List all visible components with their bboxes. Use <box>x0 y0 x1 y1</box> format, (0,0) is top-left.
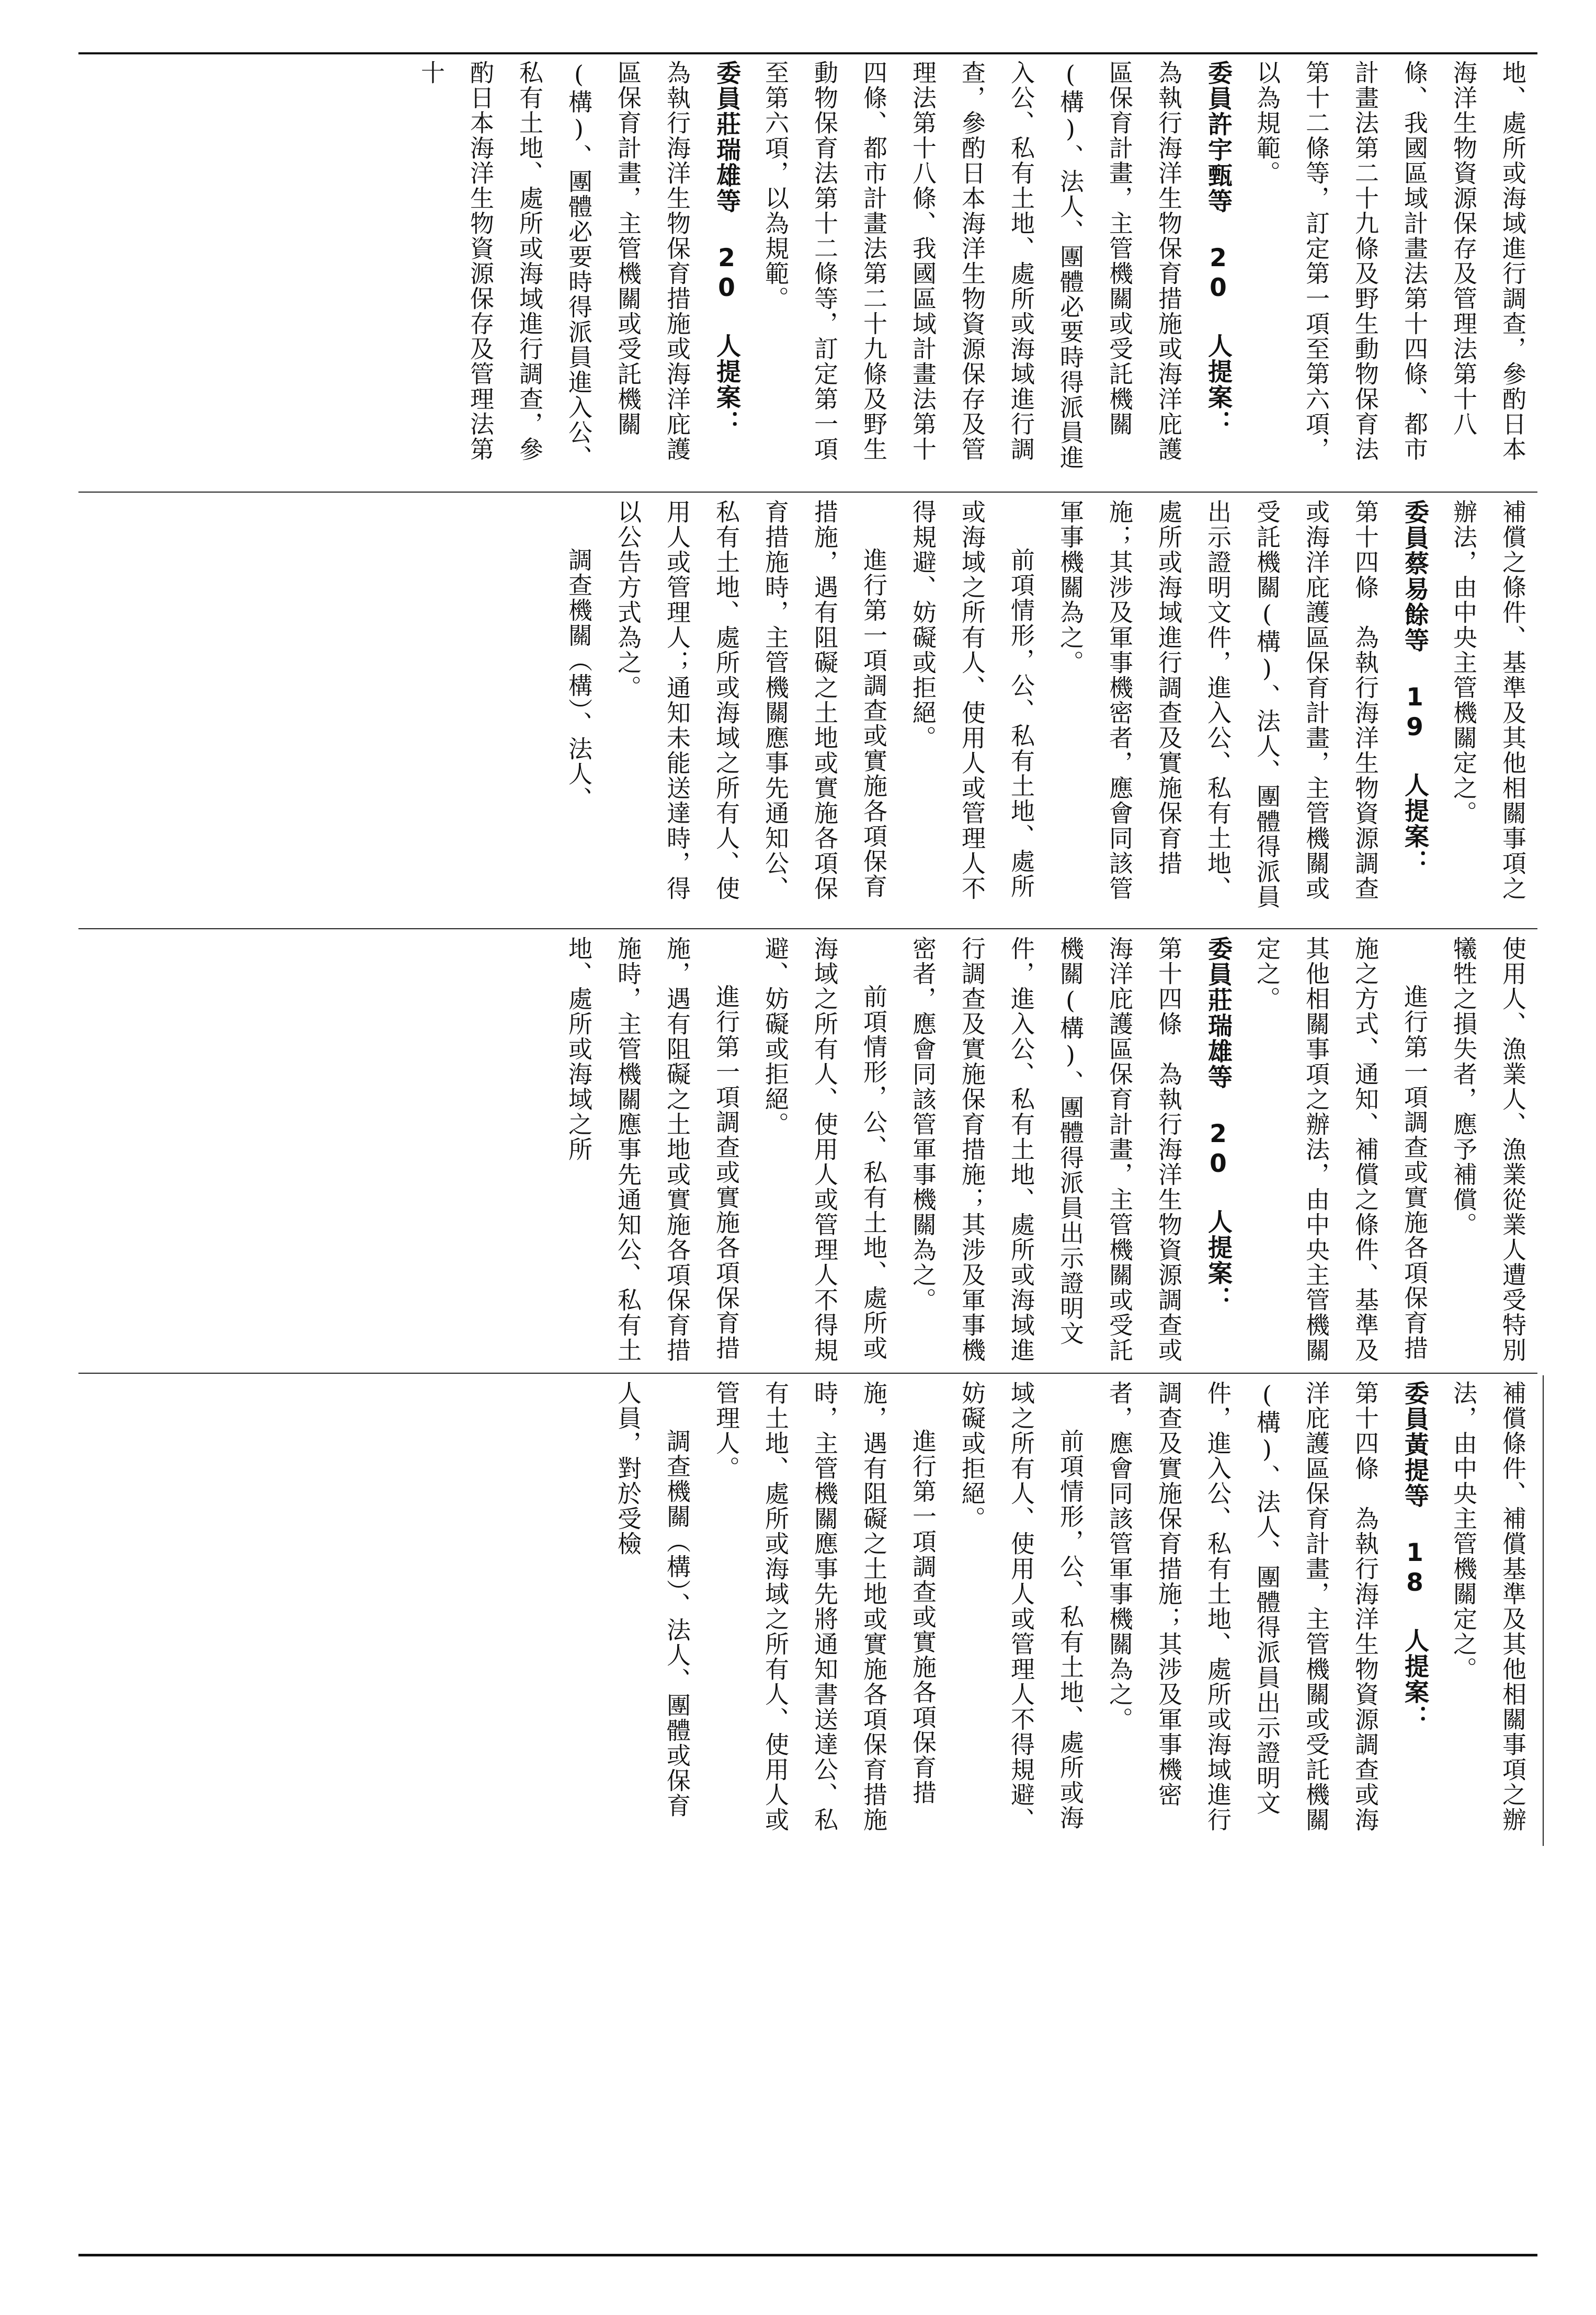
paragraph: 調查機關（構）、法人、 <box>565 548 593 812</box>
article-text: 第十四條 為執行海洋生物資源調查或海洋庇護區保育計畫，主管機關或受託機關(構)、法人、團體得派員出示證明文件，進入公、私有土地、處所或海域進行調查及實施保育措施；其涉及軍事機密者，應會同該管軍事機關為之。 <box>1105 1381 1380 1832</box>
proposal-heading: 委員莊瑞雄等 20 人提案： <box>712 60 741 436</box>
paragraph: 進行第一項調查或實施各項保育措施，遇有阻礙之土地或實施各項保育措施時，主管機關應事先將通知書送達公、私有土地、處所或海域之所有人、使用人或管理人。 <box>712 1381 937 1832</box>
section-1 <box>78 1381 1537 1841</box>
proposal-heading: 委員黃提等 18 人提案： <box>1400 1381 1429 1730</box>
article-text: 第十四條 為執行海洋生物資源調查或海洋庇護區保育計畫，主管機關或受託機關(構)、法人、團體得派員出示證明文件，進入公、私有土地、處所或海域進行調查及實施保育措施；其涉及軍事機密者，應會同該管軍事機關為之。 <box>1056 499 1380 909</box>
bottom-rule <box>78 2254 1537 2256</box>
section-divider <box>78 492 1537 493</box>
section-2 <box>78 936 1537 1370</box>
paragraph: 進行第一項調查或實施各項保育措施，遇有阻礙之土地或實施各項保育措施時，主管機關應事先通知公、私有土地、處所或海域之所 <box>565 936 740 1363</box>
paragraph: 地、處所或海域進行調查，參酌日本海洋生物資源保存及管理法第十八條、我國區域計畫法第十四條、都市計畫法第二十九條及野生動物保育法第十二條等，訂定第一項至第六項，以為規範。 <box>1253 60 1527 462</box>
paragraph: 前項情形，公、私有土地、處所或海域之所有人、使用人或管理人不得規避、妨礙或拒絕。 <box>909 499 1035 901</box>
section-4 <box>78 60 1537 486</box>
section-divider <box>78 1373 1537 1374</box>
paragraph: 調查機關（構）、法人、團體或保育人員，對於受檢 <box>614 1381 691 1818</box>
section-divider <box>78 928 1537 929</box>
top-rule <box>78 52 1537 54</box>
proposal-heading: 委員許宇甄等 20 人提案： <box>1204 60 1233 436</box>
proposal-heading: 委員蔡易餘等 19 人提案： <box>1400 499 1429 875</box>
paragraph: 補償之條件、基準及其他相關事項之辦法，由中央主管機關定之。 <box>1450 499 1527 901</box>
section-3 <box>78 499 1537 923</box>
paragraph: 為執行海洋生物保育措施或海洋庇護區保育計畫，主管機關或受託機關(構)、法人、團體必要時得派員進入公、私有土地、處所或海域進行調查，參酌日本海洋生物資源保存及管理法第十八條、我國區域計畫法第十四條、都市計畫法第二十九條及野生動物保育法第十二條等，訂定第一項至第六項，以為規範。 <box>761 60 1183 470</box>
paragraph: 為執行海洋生物保育措施或海洋庇護區保育計畫，主管機關或受託機關(構)、團體必要時得派員進入公、私有土地、處所或海域進行調查，參酌日本海洋生物資源保存及管理法第十 <box>417 60 691 470</box>
paragraph: 使用人、漁業人、漁業從業人遭受特別犧牲之損失者，應予補償。 <box>1450 936 1527 1363</box>
proposal-heading: 委員莊瑞雄等 20 人提案： <box>1204 936 1233 1312</box>
paragraph: 進行第一項調查或實施各項保育措施，遇有阻礙之土地或實施各項保育措施時，主管機關應事先通知公、私有土地、處所或海域之所有人、使用人或管理人；通知未能送達時，得以公告方式為之。 <box>614 499 888 901</box>
paragraph: 前項情形，公、私有土地、處所或海域之所有人、使用人或管理人不得規避、妨礙或拒絕。 <box>761 936 888 1363</box>
paragraph: 補償條件、補償基準及其他相關事項之辦法，由中央主管機關定之。 <box>1450 1381 1527 1832</box>
article-text: 第十四條 為執行海洋生物資源調查或海洋庇護區保育計畫，主管機關或受託機關(構)、團體得派員出示證明文件，進入公、私有土地、處所或海域進行調查及實施保育措施；其涉及軍事機密者，應會同該管軍事機關為之。 <box>909 936 1183 1363</box>
paragraph: 進行第一項調查或實施各項保育措施之方式、通知、補償之條件、基準及其他相關事項之辦法，由中央主管機關定之。 <box>1253 936 1429 1363</box>
column-divider <box>1543 1375 1544 1846</box>
paragraph: 前項情形，公、私有土地、處所或海域之所有人、使用人或管理人不得規避、妨礙或拒絕。 <box>958 1381 1085 1832</box>
